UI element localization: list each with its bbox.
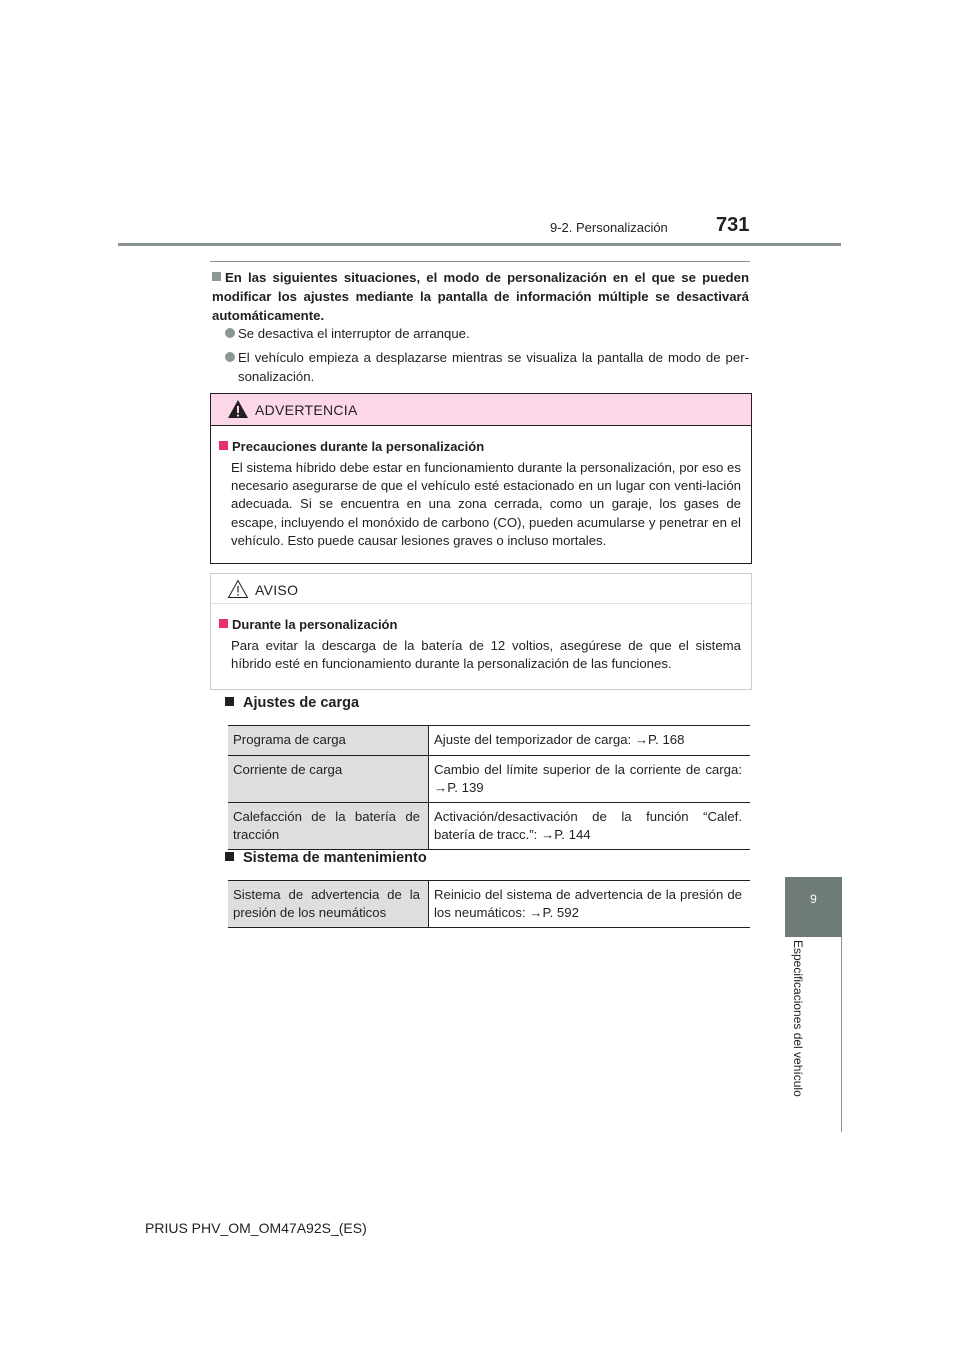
warning-triangle-icon (227, 399, 249, 419)
section-heading-text: En las siguientes situaciones, el modo de personalización en el que se pueden modificar los ajustes mediante la pantalla de información múltiple se desactivará automáticamente. (212, 270, 749, 323)
list-item-text: Se desactiva el interruptor de arranque. (238, 326, 470, 341)
notice-subheading (219, 616, 741, 634)
section-rule (210, 261, 750, 262)
notice-box (210, 573, 752, 690)
chapter-tab-number: 9 (810, 892, 817, 906)
square-bullet-icon (219, 619, 228, 628)
warning-header (211, 394, 751, 426)
list-item (225, 348, 749, 386)
table-value-cell: Reinicio del sistema de advertencia de la presión de los neumáticos: →P. 592 (429, 881, 751, 928)
chapter-tab-rule (841, 937, 842, 1132)
warning-body (219, 438, 741, 550)
notice-title: AVISO (255, 582, 299, 598)
warning-text: El sistema híbrido debe estar en funcionamiento durante la personalización, por eso es necesario asegurarse de que el vehículo esté estacionado en un lugar con venti-lación adecuada. Si se encuentra en una zona cerrada, como un garaje, los gases de escape, incluyendo el monóxido de carbono (CO), pueden acumularse y penetrar en el vehículo. Esto puede causar lesiones graves o incluso mortales. (231, 460, 741, 548)
table-value-cell: Cambio del límite superior de la corriente de carga: →P. 139 (429, 756, 751, 803)
round-bullet-icon (225, 328, 235, 338)
square-bullet-icon (212, 272, 221, 281)
round-bullet-icon (225, 352, 235, 362)
square-bullet-icon (225, 852, 234, 861)
page-number: 731 (716, 214, 750, 236)
warning-box (210, 393, 752, 564)
notice-subheading-text: Durante la personalización (232, 617, 398, 632)
table-row (228, 881, 750, 928)
header-rule (118, 243, 841, 246)
subsection-heading-text: Sistema de mantenimiento (243, 850, 427, 866)
notice-header (211, 574, 751, 604)
chapter-tab (785, 877, 842, 937)
subsection-heading (225, 850, 427, 866)
subsection-heading-text: Ajustes de carga (243, 695, 360, 711)
table-row (228, 803, 750, 850)
settings-table (228, 725, 750, 850)
table-key-cell: Corriente de carga (228, 756, 429, 803)
warning-title: ADVERTENCIA (255, 402, 358, 418)
table-row (228, 756, 750, 803)
table-row (228, 726, 750, 756)
notice-text: Para evitar la descarga de la batería de 12 voltios, asegúrese de que el sistema híbrido esté en funcionamiento durante la personalización de las funciones. (231, 638, 741, 672)
warning-subheading (219, 438, 741, 456)
subsection-heading (225, 695, 359, 711)
table-key-cell: Sistema de advertencia de la presión de los neumáticos (228, 881, 429, 928)
section-heading (212, 268, 749, 325)
square-bullet-icon (219, 441, 228, 450)
notice-body (219, 616, 741, 673)
document-footer: PRIUS PHV_OM_OM47A92S_(ES) (145, 1220, 367, 1236)
table-value-cell: Activación/desactivación de la función “Calef. batería de tracc.”: →P. 144 (429, 803, 751, 850)
chapter-tab-label: Especificaciones del vehículo (791, 940, 805, 1097)
running-header-section: 9-2. Personalización (550, 220, 668, 235)
table-value-cell: Ajuste del temporizador de carga: →P. 168 (429, 726, 751, 756)
list-item-text: El vehículo empieza a desplazarse mientras se visualiza la pantalla de modo de per-sonalización. (238, 350, 749, 384)
caution-triangle-icon (227, 579, 249, 599)
square-bullet-icon (225, 697, 234, 706)
table-key-cell: Programa de carga (228, 726, 429, 756)
list-item (225, 324, 749, 343)
table-key-cell: Calefacción de la batería de tracción (228, 803, 429, 850)
warning-subheading-text: Precauciones durante la personalización (232, 439, 485, 454)
settings-table (228, 880, 750, 928)
